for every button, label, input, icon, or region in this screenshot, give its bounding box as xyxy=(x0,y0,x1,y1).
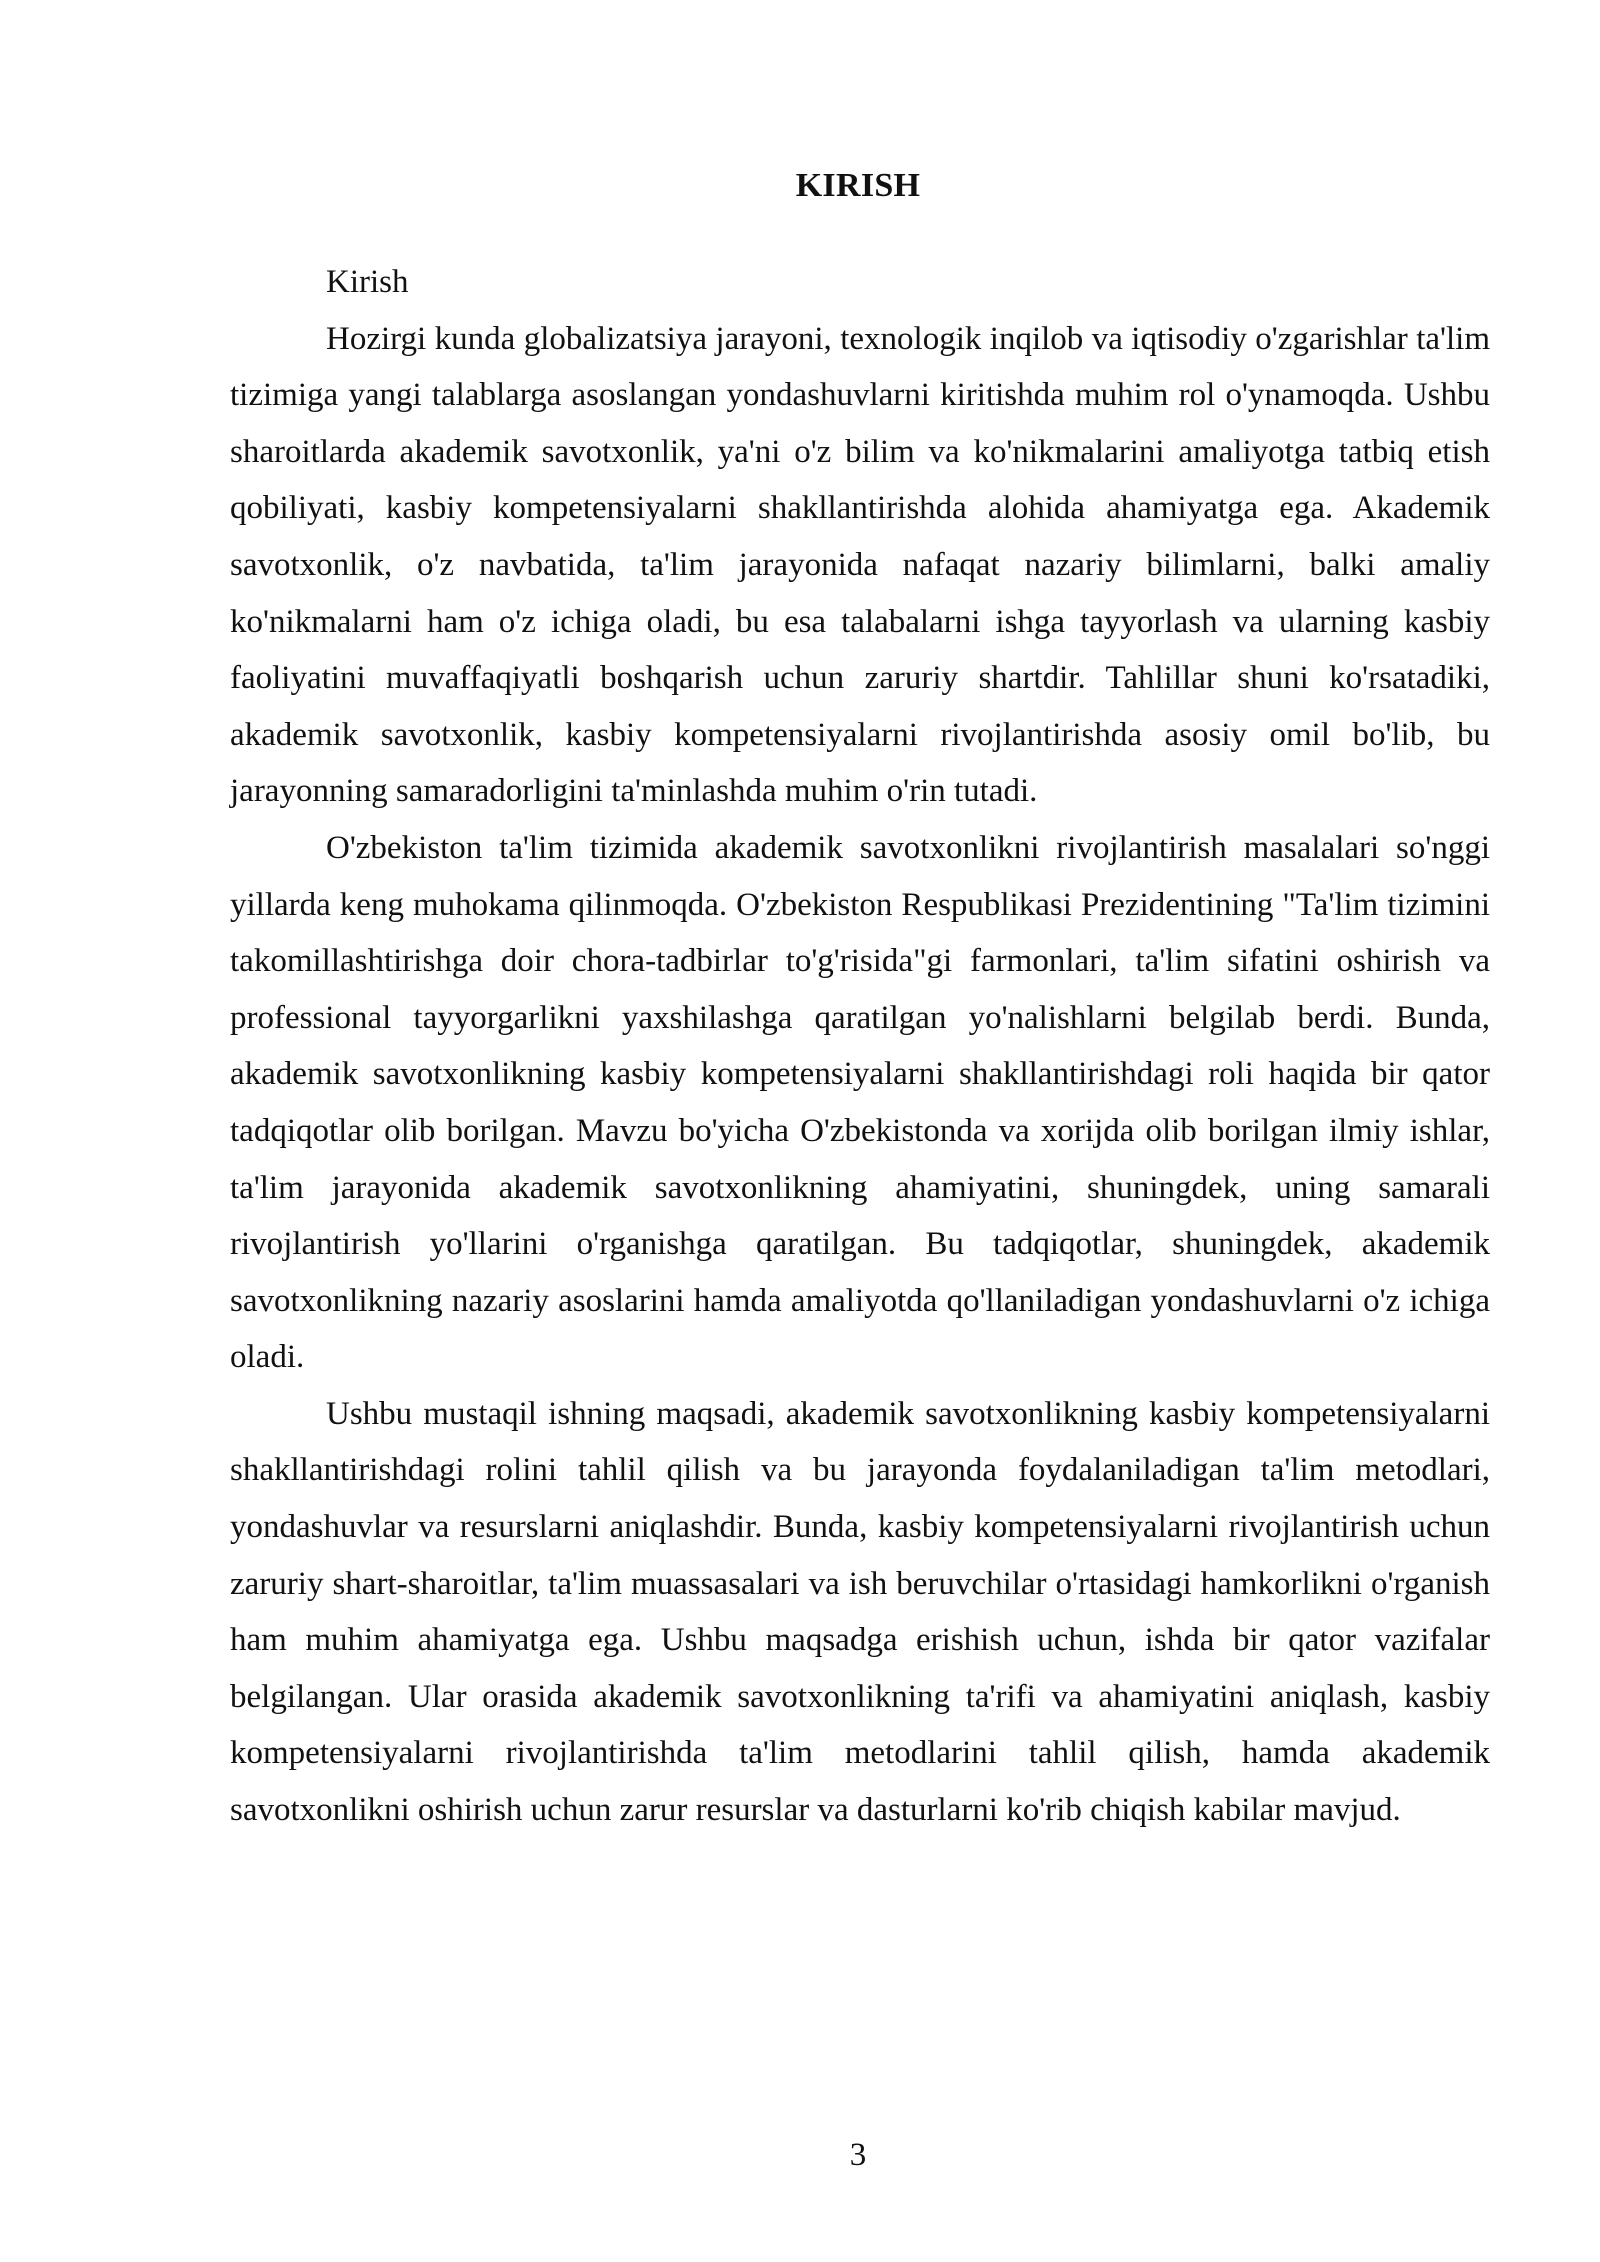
paragraph: Hozirgi kunda globalizatsiya jarayoni, texnologik inqilob va iqtisodiy o'zgarishlar ta'lim tizimiga yangi talablarga asoslangan yondashuvlarni kiritishda muhim rol o'ynamoqda. Ushbu sharoitlarda akademik savotxonlik, ya'ni o'z bilim va ko'nikmalarini amaliyotga tatbiq etish qobiliyati, kasbiy kompetensiyalarni shakllantirishda alohida ahamiyatga ega. Akademik savotxonlik, o'z navbatida, ta'lim jarayonida nafaqat nazariy bilimlarni, balki amaliy ko'nikmalarni ham o'z ichiga oladi, bu esa talabalarni ishga tayyorlash va ularning kasbiy faoliyatini muvaffaqiyatli boshqarish uchun zaruriy shartdir. Tahlillar shuni ko'rsatadiki, akademik savotxonlik, kasbiy kompetensiyalarni rivojlantirishda asosiy omil bo'lib, bu jarayonning samaradorligini ta'minlashda muhim o'rin tutadi. xyxy=(230,320,1490,810)
document-body xyxy=(230,254,1490,1839)
page-title: KIRISH xyxy=(795,167,921,204)
page-number: 3 xyxy=(849,2137,867,2173)
subheading: Kirish xyxy=(326,264,409,300)
paragraph: O'zbekiston ta'lim tizimida akademik savotxonlikni rivojlantirish masalalari so'nggi yillarda keng muhokama qilinmoqda. O'zbekiston Respublikasi Prezidentining "Ta'lim tizimini takomillashtirishga doir chora-tadbirlar to'g'risida"gi farmonlari, ta'lim sifatini oshirish va professional tayyorgarlikni yaxshilashga qaratilgan yo'nalishlarni belgilab berdi. Bunda, akademik savotxonlikning kasbiy kompetensiyalarni shakllantirishdagi roli haqida bir qator tadqiqotlar olib borilgan. Mavzu bo'yicha O'zbekistonda va xorijda olib borilgan ilmiy ishlar, ta'lim jarayonida akademik savotxonlikning ahamiyatini, shuningdek, uning samarali rivojlantirish yo'llarini o'rganishga qaratilgan. Bu tadqiqotlar, shuningdek, akademik savotxonlikning nazariy asoslarini hamda amaliyotda qo'llaniladigan yondashuvlarni o'z ichiga oladi. xyxy=(230,829,1490,1376)
paragraph: Ushbu mustaqil ishning maqsadi, akademik savotxonlikning kasbiy kompetensiyalarni shakllantirishdagi rolini tahlil qilish va bu jarayonda foydalaniladigan ta'lim metodlari, yondashuvlar va resurslarni aniqlashdir. Bunda, kasbiy kompetensiyalarni rivojlantirish uchun zaruriy shart-sharoitlar, ta'lim muassasalari va ish beruvchilar o'rtasidagi hamkorlikni o'rganish ham muhim ahamiyatga ega. Ushbu maqsadga erishish uchun, ishda bir qator vazifalar belgilangan. Ular orasida akademik savotxonlikning ta'rifi va ahamiyatini aniqlash, kasbiy kompetensiyalarni rivojlantirishda ta'lim metodlarini tahlil qilish, hamda akademik savotxonlikni oshirish uchun zarur resurslar va dasturlarni ko'rib chiqish kabilar mavjud. xyxy=(230,1395,1490,1829)
